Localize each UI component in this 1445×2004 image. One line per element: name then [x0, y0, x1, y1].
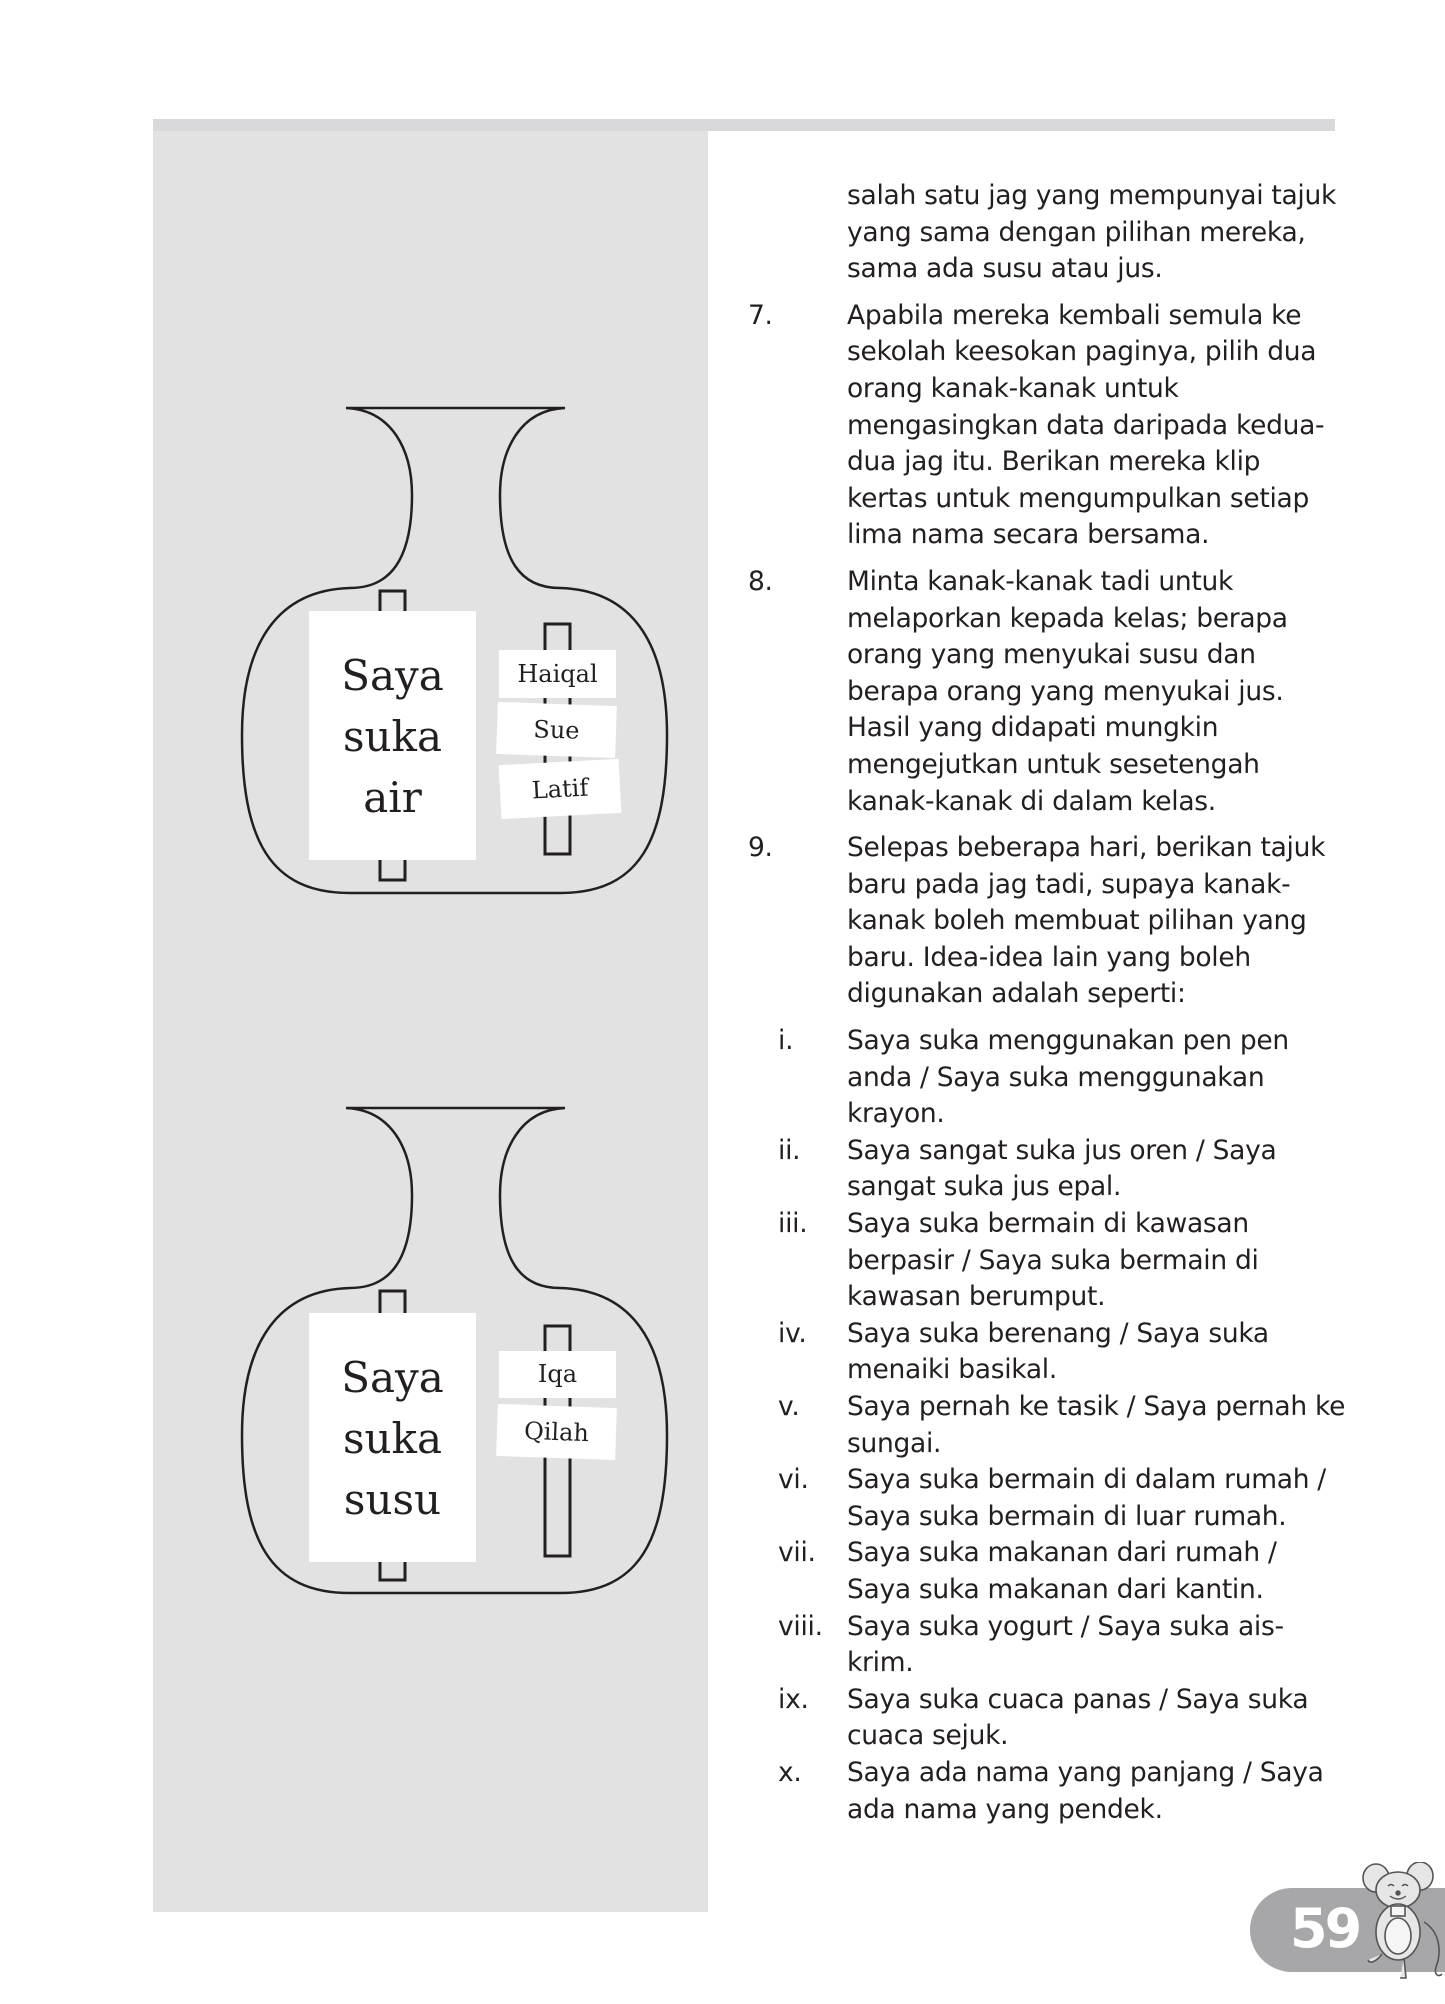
idea-list	[748, 1023, 1348, 1828]
list-item-text: Saya suka bermain di kawasan berpasir / Saya suka bermain di kawasan berumput.	[847, 1208, 1259, 1313]
page-number: 59	[1290, 1897, 1360, 1960]
name-tag: Latif	[499, 759, 622, 819]
numbered-step	[748, 830, 1348, 1013]
list-marker: iv.	[778, 1317, 807, 1349]
continuation-paragraph: salah satu jag yang mempunyai tajuk yang sama dengan pilihan mereka, sama ada susu atau jus.	[847, 180, 1337, 285]
name-tag: Haiqal	[499, 650, 616, 698]
idea-list-item	[748, 1609, 1348, 1682]
numbered-step	[748, 564, 1348, 820]
idea-list-item	[748, 1389, 1348, 1462]
list-marker: iii.	[778, 1208, 808, 1240]
list-marker: x.	[778, 1756, 802, 1788]
jug-1-label-line: air	[363, 773, 422, 822]
instructions-text	[748, 178, 1348, 1828]
list-marker: viii.	[778, 1610, 823, 1642]
list-item-text: Saya suka yogurt / Saya suka ais-krim.	[847, 1610, 1284, 1679]
list-item-text: Saya ada nama yang panjang / Saya ada nama yang pendek.	[847, 1756, 1324, 1825]
list-marker: vii.	[778, 1537, 816, 1569]
list-item-text: Saya pernah ke tasik / Saya pernah ke sungai.	[847, 1391, 1346, 1459]
jug-2-label-line: suka	[342, 1414, 443, 1463]
step-number: 8.	[748, 565, 773, 597]
list-marker: vi.	[778, 1464, 809, 1496]
idea-list-item	[748, 1462, 1348, 1535]
list-item-text: Saya suka cuaca panas / Saya suka cuaca sejuk.	[847, 1683, 1309, 1752]
name-tag: Iqa	[499, 1351, 616, 1398]
idea-list-item	[748, 1206, 1348, 1316]
idea-list-item	[748, 1023, 1348, 1133]
mouse-mascot-icon	[1360, 1862, 1445, 1982]
numbered-step	[748, 298, 1348, 554]
idea-list-item	[748, 1316, 1348, 1389]
list-item-text: Saya sangat suka jus oren / Saya sangat suka jus epal.	[847, 1134, 1277, 1203]
jug-2-label-card	[309, 1313, 476, 1562]
step-number: 7.	[748, 299, 773, 331]
list-marker: ix.	[778, 1683, 809, 1715]
name-tag: Sue	[496, 702, 617, 758]
jug-1-label-line: suka	[342, 712, 443, 761]
idea-list-item	[748, 1682, 1348, 1755]
idea-list-item	[748, 1535, 1348, 1608]
step-number: 9.	[748, 832, 773, 864]
jug-1-label-line: Saya	[341, 651, 444, 700]
idea-list-item	[748, 1755, 1348, 1828]
name-tag: Qilah	[496, 1404, 617, 1460]
jug-2-label-line: Saya	[341, 1353, 444, 1402]
jug-2-label-line: susu	[343, 1475, 442, 1524]
list-marker: ii.	[778, 1134, 801, 1166]
list-item-text: Saya suka bermain di dalam rumah / Saya suka bermain di luar rumah.	[847, 1464, 1326, 1532]
list-item-text: Saya suka berenang / Saya suka menaiki basikal.	[847, 1317, 1269, 1386]
list-marker: v.	[778, 1391, 800, 1422]
step-text: Minta kanak-kanak tadi untuk melaporkan kepada kelas; berapa orang yang menyukai susu dan berapa orang yang menyukai jus. Hasil yang didapati mungkin mengejutkan untuk sesetengah kanak-kanak di dalam kelas.	[847, 565, 1288, 817]
step-text: Selepas beberapa hari, berikan tajuk baru pada jag tadi, supaya kanak-kanak boleh membuat pilihan yang baru. Idea-idea lain yang boleh digunakan adalah seperti:	[847, 832, 1326, 1010]
list-item-text: Saya suka menggunakan pen pen anda / Saya suka menggunakan krayon.	[847, 1025, 1289, 1130]
idea-list-item	[748, 1133, 1348, 1206]
list-marker: i.	[778, 1025, 794, 1057]
step-text: Apabila mereka kembali semula ke sekolah keesokan paginya, pilih dua orang kanak-kanak untuk mengasingkan data daripada kedua- dua jag itu. Berikan mereka klip kertas untuk mengumpulkan setiap lima nama secara bersama.	[847, 299, 1325, 551]
list-item-text: Saya suka makanan dari rumah / Saya suka makanan dari kantin.	[847, 1537, 1277, 1605]
